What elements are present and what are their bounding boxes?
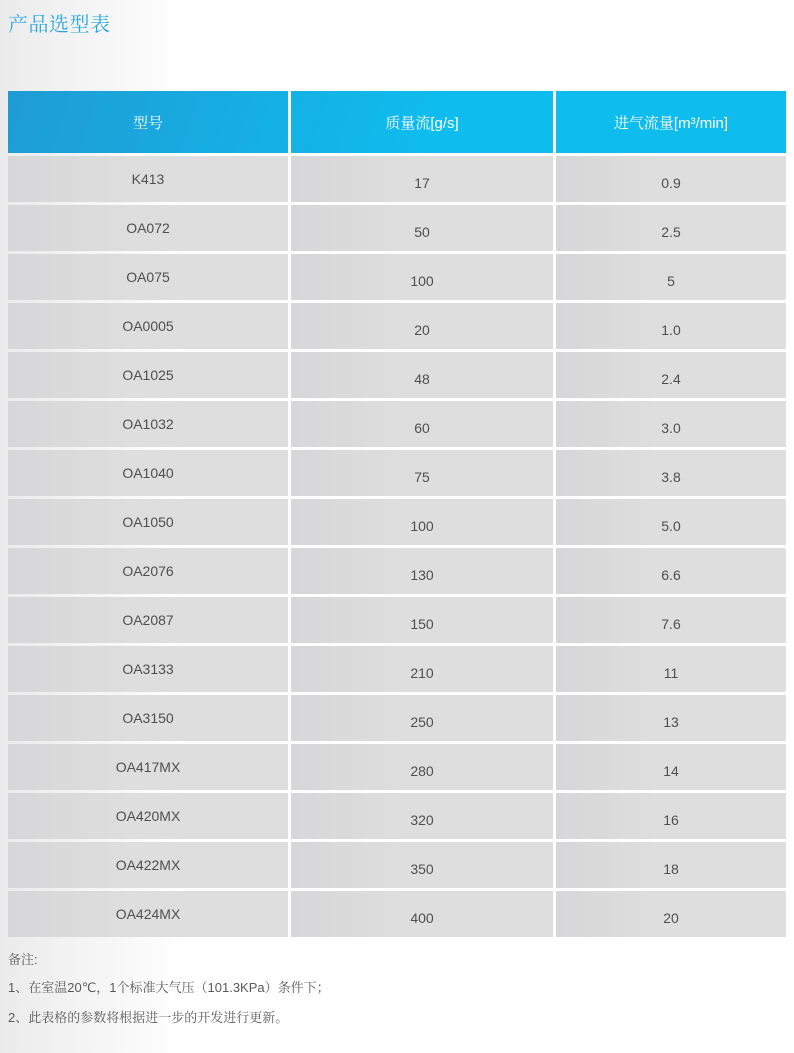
model-cell: OA1040 (8, 450, 288, 496)
notes-section (8, 950, 330, 1038)
table-row (8, 548, 786, 594)
model-cell: OA424MX (8, 891, 288, 937)
table-body (8, 156, 786, 937)
column-header-mass-flow: 质量流[g/s] (385, 114, 459, 132)
table-row (8, 793, 786, 839)
mass-flow-cell: 350 (291, 842, 553, 888)
column-header-intake-flow: 进气流量[m³/min] (613, 114, 729, 132)
table-row (8, 352, 786, 398)
model-cell: OA420MX (8, 793, 288, 839)
mass-flow-cell: 100 (291, 499, 553, 545)
mass-flow-cell: 280 (291, 744, 553, 790)
mass-flow-cell: 17 (291, 156, 553, 202)
model-cell: OA1050 (8, 499, 288, 545)
intake-flow-cell: 11 (556, 646, 786, 692)
model-cell: OA2076 (8, 548, 288, 594)
mass-flow-cell: 130 (291, 548, 553, 594)
intake-flow-cell: 0.9 (556, 156, 786, 202)
note-line: 2、此表格的参数将根据进一步的开发进行更新。 (8, 1010, 289, 1025)
table-row (8, 842, 786, 888)
model-cell: OA422MX (8, 842, 288, 888)
mass-flow-cell: 320 (291, 793, 553, 839)
mass-flow-cell: 75 (291, 450, 553, 496)
intake-flow-cell: 2.4 (556, 352, 786, 398)
intake-flow-cell: 1.0 (556, 303, 786, 349)
intake-flow-cell: 3.8 (556, 450, 786, 496)
model-cell: OA1032 (8, 401, 288, 447)
model-cell: OA2087 (8, 597, 288, 643)
mass-flow-cell: 250 (291, 695, 553, 741)
model-cell: OA072 (8, 205, 288, 251)
model-cell: OA075 (8, 254, 288, 300)
mass-flow-cell: 50 (291, 205, 553, 251)
column-header-model: 型号 (132, 114, 163, 132)
table-row (8, 254, 786, 300)
mass-flow-cell: 48 (291, 352, 553, 398)
intake-flow-cell: 20 (556, 891, 786, 937)
table-row (8, 597, 786, 643)
table-header-row (8, 91, 786, 153)
table-row (8, 450, 786, 496)
table-row (8, 156, 786, 202)
intake-flow-cell: 6.6 (556, 548, 786, 594)
intake-flow-cell: 3.0 (556, 401, 786, 447)
table-row (8, 891, 786, 937)
model-cell: OA417MX (8, 744, 288, 790)
intake-flow-cell: 5 (556, 254, 786, 300)
model-cell: OA3133 (8, 646, 288, 692)
intake-flow-cell: 2.5 (556, 205, 786, 251)
intake-flow-cell: 14 (556, 744, 786, 790)
mass-flow-cell: 400 (291, 891, 553, 937)
intake-flow-cell: 18 (556, 842, 786, 888)
notes-heading: 备注: (8, 952, 38, 967)
table-row (8, 499, 786, 545)
table-row (8, 401, 786, 447)
model-cell: K413 (8, 156, 288, 202)
page-title: 产品选型表 (8, 14, 111, 36)
intake-flow-cell: 5.0 (556, 499, 786, 545)
note-line: 1、在室温20℃，1个标准大气压（101.3KPa）条件下； (8, 980, 330, 995)
mass-flow-cell: 100 (291, 254, 553, 300)
table-row (8, 205, 786, 251)
intake-flow-cell: 13 (556, 695, 786, 741)
intake-flow-cell: 7.6 (556, 597, 786, 643)
table-row (8, 695, 786, 741)
table-row (8, 744, 786, 790)
mass-flow-cell: 20 (291, 303, 553, 349)
table-row (8, 303, 786, 349)
model-cell: OA0005 (8, 303, 288, 349)
model-cell: OA3150 (8, 695, 288, 741)
mass-flow-cell: 60 (291, 401, 553, 447)
table-row (8, 646, 786, 692)
mass-flow-cell: 150 (291, 597, 553, 643)
mass-flow-cell: 210 (291, 646, 553, 692)
intake-flow-cell: 16 (556, 793, 786, 839)
model-cell: OA1025 (8, 352, 288, 398)
product-selection-table (8, 91, 786, 940)
